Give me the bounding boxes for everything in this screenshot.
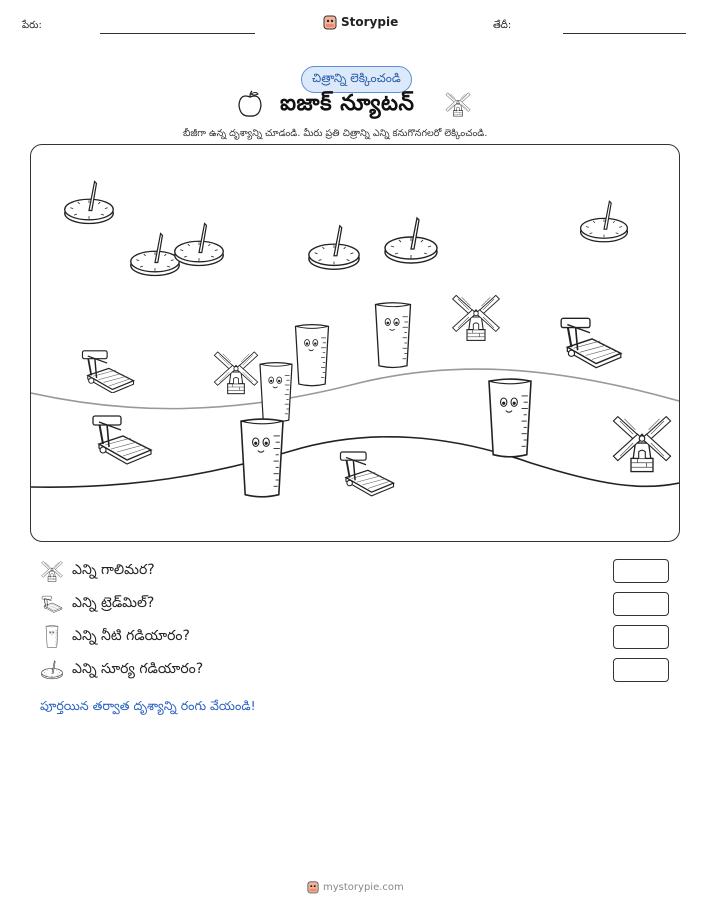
busy-scene [30, 144, 680, 542]
sundial [581, 201, 628, 242]
site-url: mystorypie.com [323, 881, 404, 893]
color-instruction: పూర్తయిన తర్వాత దృశ్యాన్ని రంగు వేయండి! [40, 698, 256, 713]
brand-logo [323, 14, 398, 30]
water-clock [260, 363, 292, 422]
treadmill-icon [40, 592, 64, 616]
question-row [40, 592, 154, 616]
treadmill [561, 318, 621, 367]
question-row [40, 559, 155, 583]
instruction-text: బీజీగా ఉన్న దృశ్యాన్ని చూడండి. మీరు ప్రతి చిత్రాన్ని ఎన్ని కనుగొనగలరో లెక్కించండి. [183, 128, 488, 139]
windmill [214, 352, 257, 394]
question-text: ఎన్ని నీటి గడియారం? [72, 627, 190, 644]
date-label: తేదీ: [493, 20, 512, 31]
water-clock [241, 419, 283, 497]
name-label: పేరు: [22, 20, 42, 31]
sundial [131, 234, 180, 276]
water-clock [489, 379, 531, 457]
brand-name: Storypie [341, 15, 399, 29]
treadmill [82, 351, 133, 393]
site-footer [307, 880, 404, 894]
water-clock [296, 325, 329, 386]
windmill [453, 295, 500, 340]
question-text: ఎన్ని ట్రెడ్‌మిల్? [72, 594, 155, 611]
question-row [40, 625, 190, 649]
worksheet-tag: చిత్రాన్ని లెక్కించండి [301, 66, 412, 93]
windmill [613, 417, 670, 472]
treadmill [93, 416, 151, 464]
question-text: ఎన్ని సూర్య గడియారం? [72, 660, 204, 677]
answer-box-windmill[interactable] [613, 559, 669, 583]
windmill-icon [40, 559, 64, 583]
sundial [65, 182, 114, 224]
page-title: ఐజాక్ న్యూటన్ [280, 91, 415, 116]
hill-line-back [31, 369, 679, 409]
sundial [309, 226, 359, 270]
name-line[interactable] [100, 33, 255, 34]
sundial-icon [40, 658, 64, 682]
treadmill [340, 452, 393, 496]
storypie-mascot-icon [323, 14, 337, 30]
apple-icon [236, 89, 264, 119]
water-clock [376, 303, 411, 368]
sundial [385, 218, 437, 263]
title-windmill-icon [444, 89, 472, 119]
question-text: ఎన్ని గాలిమర? [72, 561, 155, 578]
answer-box-sundial[interactable] [613, 658, 669, 682]
storypie-mascot-icon [307, 880, 319, 894]
sundial [175, 224, 224, 266]
scene-canvas [31, 145, 679, 541]
answer-box-water-clock[interactable] [613, 625, 669, 649]
answer-box-treadmill[interactable] [613, 592, 669, 616]
water-clock-icon [40, 625, 64, 649]
date-line[interactable] [563, 33, 686, 34]
question-row [40, 658, 203, 682]
